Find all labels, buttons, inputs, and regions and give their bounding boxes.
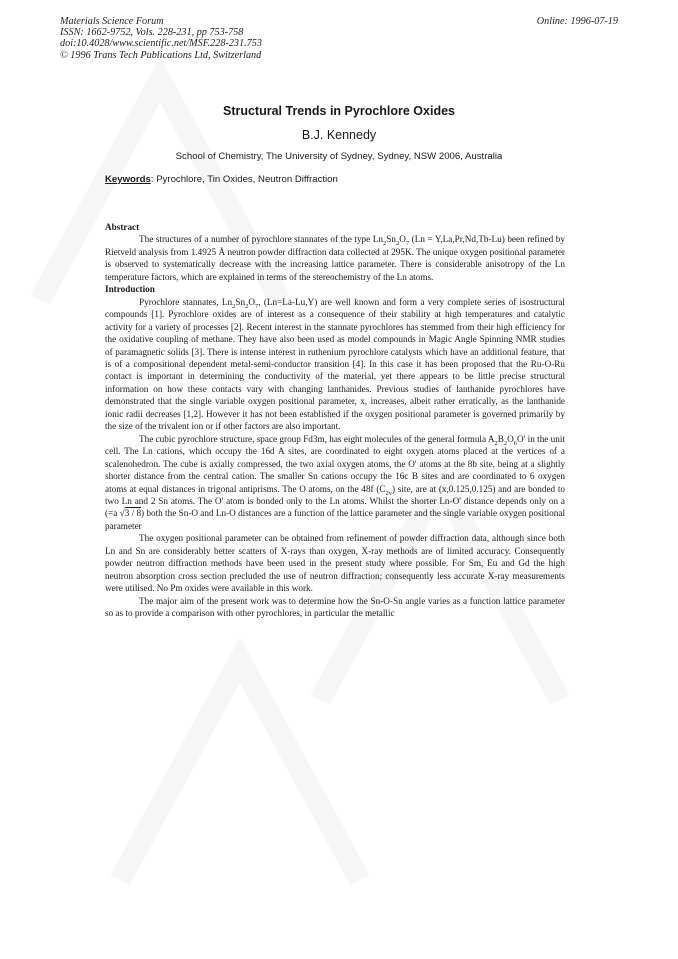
abstract-paragraph: The structures of a number of pyrochlore stannates of the type $Ln_2Sn_2O_7$ (Ln = Y,La,Pr,Nd,Tb-Lu) been refined by Rietveld analysis from 1.4925 Å neutron powder diffraction data collected at 295K. The unique oxygen positional parameter is observed to systematically decrease with the increasing lattice parameter. There is considerable anisotropy of the Ln temperature factors, which are explained in terms of the stereochemistry of the Ln atoms. [105,234,565,282]
paper-title: Structural Trends in Pyrochlore Oxides [222,104,455,118]
paper-author: B.J. Kennedy [301,128,377,142]
paper-body [105,221,565,620]
journal-header [60,16,262,61]
keywords-line [105,174,338,185]
intro-paragraph-4: The major aim of the present work was to determine how the Sn-O-Sn angle varies as a function lattice parameter so as to provide a comparison with other pyrochlores, in particular the metallic [105,595,565,619]
intro-paragraph-2: The cubic pyrochlore structure, space group Fd3m, has eight molecules of the general formula $A_2B_2O_6O'$ in the unit cell. The Ln cations, which occupy the 16d A sites, are coordinated to eight oxygen atoms placed at the vertices of a scalenohedron. The cube is axially compressed, the two axial oxygen atoms, the O' atoms at the 8b site, being at a slightly shorter distance from the central cation. The smaller Sn cations occupy the 16c B sites and are coordinated to 6 oxygen atoms at equal distances in trigonal antiprisms. The O atoms, on the 48f $(C_{2v})$ site, are at (x,0.125,0.125) and are bonded to two Ln and 2 Sn atoms. The O' atom is bonded only to the Ln atoms. Whilst the shorter Ln-O' distance depends only on a (=a √3 / 8) both the Sn-O and Ln-O distances are a function of the lattice parameter and the single variable oxygen positional parameter [105,433,565,531]
journal-name: Materials Science Forum [60,16,164,27]
online-date: Online: 1996-07-19 [536,16,618,27]
journal-issn: ISSN: 1662-9752, Vols. 228-231, pp 753-758 [60,27,244,39]
paper-affiliation: School of Chemistry, The University of Sydney, Sydney, NSW 2006, Australia [175,151,503,162]
abstract-heading: Abstract [105,222,140,232]
intro-paragraph-1: Pyrochlore stannates, $Ln_2Sn_2O_7$, (Ln=La-Lu,Y) are well known and form a very complete series of isostructural compounds [1]. Pyrochlore oxides are of interest as a consequence of their stability at high temperatures and catalytic activity for a variety of processes [2]. Recent interest in the stannate pyrochlores has stemmed from their high efficiency for the oxidative coupling of methane. They have also been used as model compounds in Magic Angle Spinning NMR studies of paramagnetic solids [3]. There is intense interest in ruthenium pyrochlore catalysts which have an additional feature, that is of a compositional dependent metal-semi-conductor transition [4]. In this case it has been proposed that the Ru-O-Ru contact is important in determining the conductivity of the material, yet there appears to be little precise structural information on how these contacts vary with changing lanthanides. Previous studies of lanthanide pyrochlores have demonstrated that the single variable oxygen positional parameter, x, increases, albeit rather erratically, as the lanthanide ionic radii decreases [1,2]. However it has not been established if the oxygen positional parameter is governed primarily by the size of the trivalent ion or if other factors are also important. [105,296,565,432]
keywords-label: Keywords [105,174,151,185]
journal-copyright: © 1996 Trans Tech Publications Ltd, Switzerland [60,49,262,61]
introduction-heading: Introduction [105,284,155,295]
journal-doi: doi:10.4028/www.scientific.net/MSF.228-231.753 [60,38,262,50]
keywords-text: : Pyrochlore, Tin Oxides, Neutron Diffraction [150,174,338,185]
intro-paragraph-3: The oxygen positional parameter can be obtained from refinement of powder diffraction data, although since both Ln and Sn are considerably better scatters of X-rays than oxygen, X-ray methods are of limited accuracy. Consequently powder neutron diffraction methods have been used in the present study where possible. For Sm, Eu and Gd the high neutron absorption cross section precluded the use of neutron diffraction; consequently less accurate X-ray measurements were utilised. No Pm oxides were available in this work. [105,533,565,594]
